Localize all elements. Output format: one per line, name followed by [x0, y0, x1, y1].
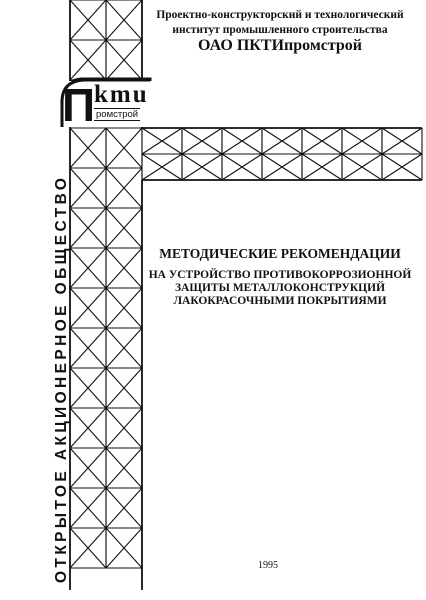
document-subtitle-line-3: ЛАКОКРАСОЧНЫМИ ПОКРЫТИЯМИ [173, 295, 387, 307]
logo-subtext: ромстрой [96, 109, 139, 120]
document-subtitle-line-2: ЗАЩИТЫ МЕТАЛЛОКОНСТРУКЦИЙ [174, 282, 386, 294]
institute-line-1: Проектно-конструкторский и технологический [156, 9, 404, 21]
side-vertical-text: ОТКРЫТОЕ АКЦИОНЕРНОЕ ОБЩЕСТВО [53, 174, 70, 583]
logo-letter: П [62, 79, 96, 131]
logo-kti: kmu [94, 81, 149, 108]
institute-line-2: институт промышленного строительства [172, 24, 388, 36]
organization-name: ОАО ПКТИпромстрой [198, 37, 362, 54]
document-subtitle-line-1: НА УСТРОЙСТВО ПРОТИВОКОРРОЗИОННОЙ [148, 269, 412, 281]
document-title: МЕТОДИЧЕСКИЕ РЕКОМЕНДАЦИИ [159, 246, 401, 261]
publication-year: 1995 [258, 560, 278, 571]
